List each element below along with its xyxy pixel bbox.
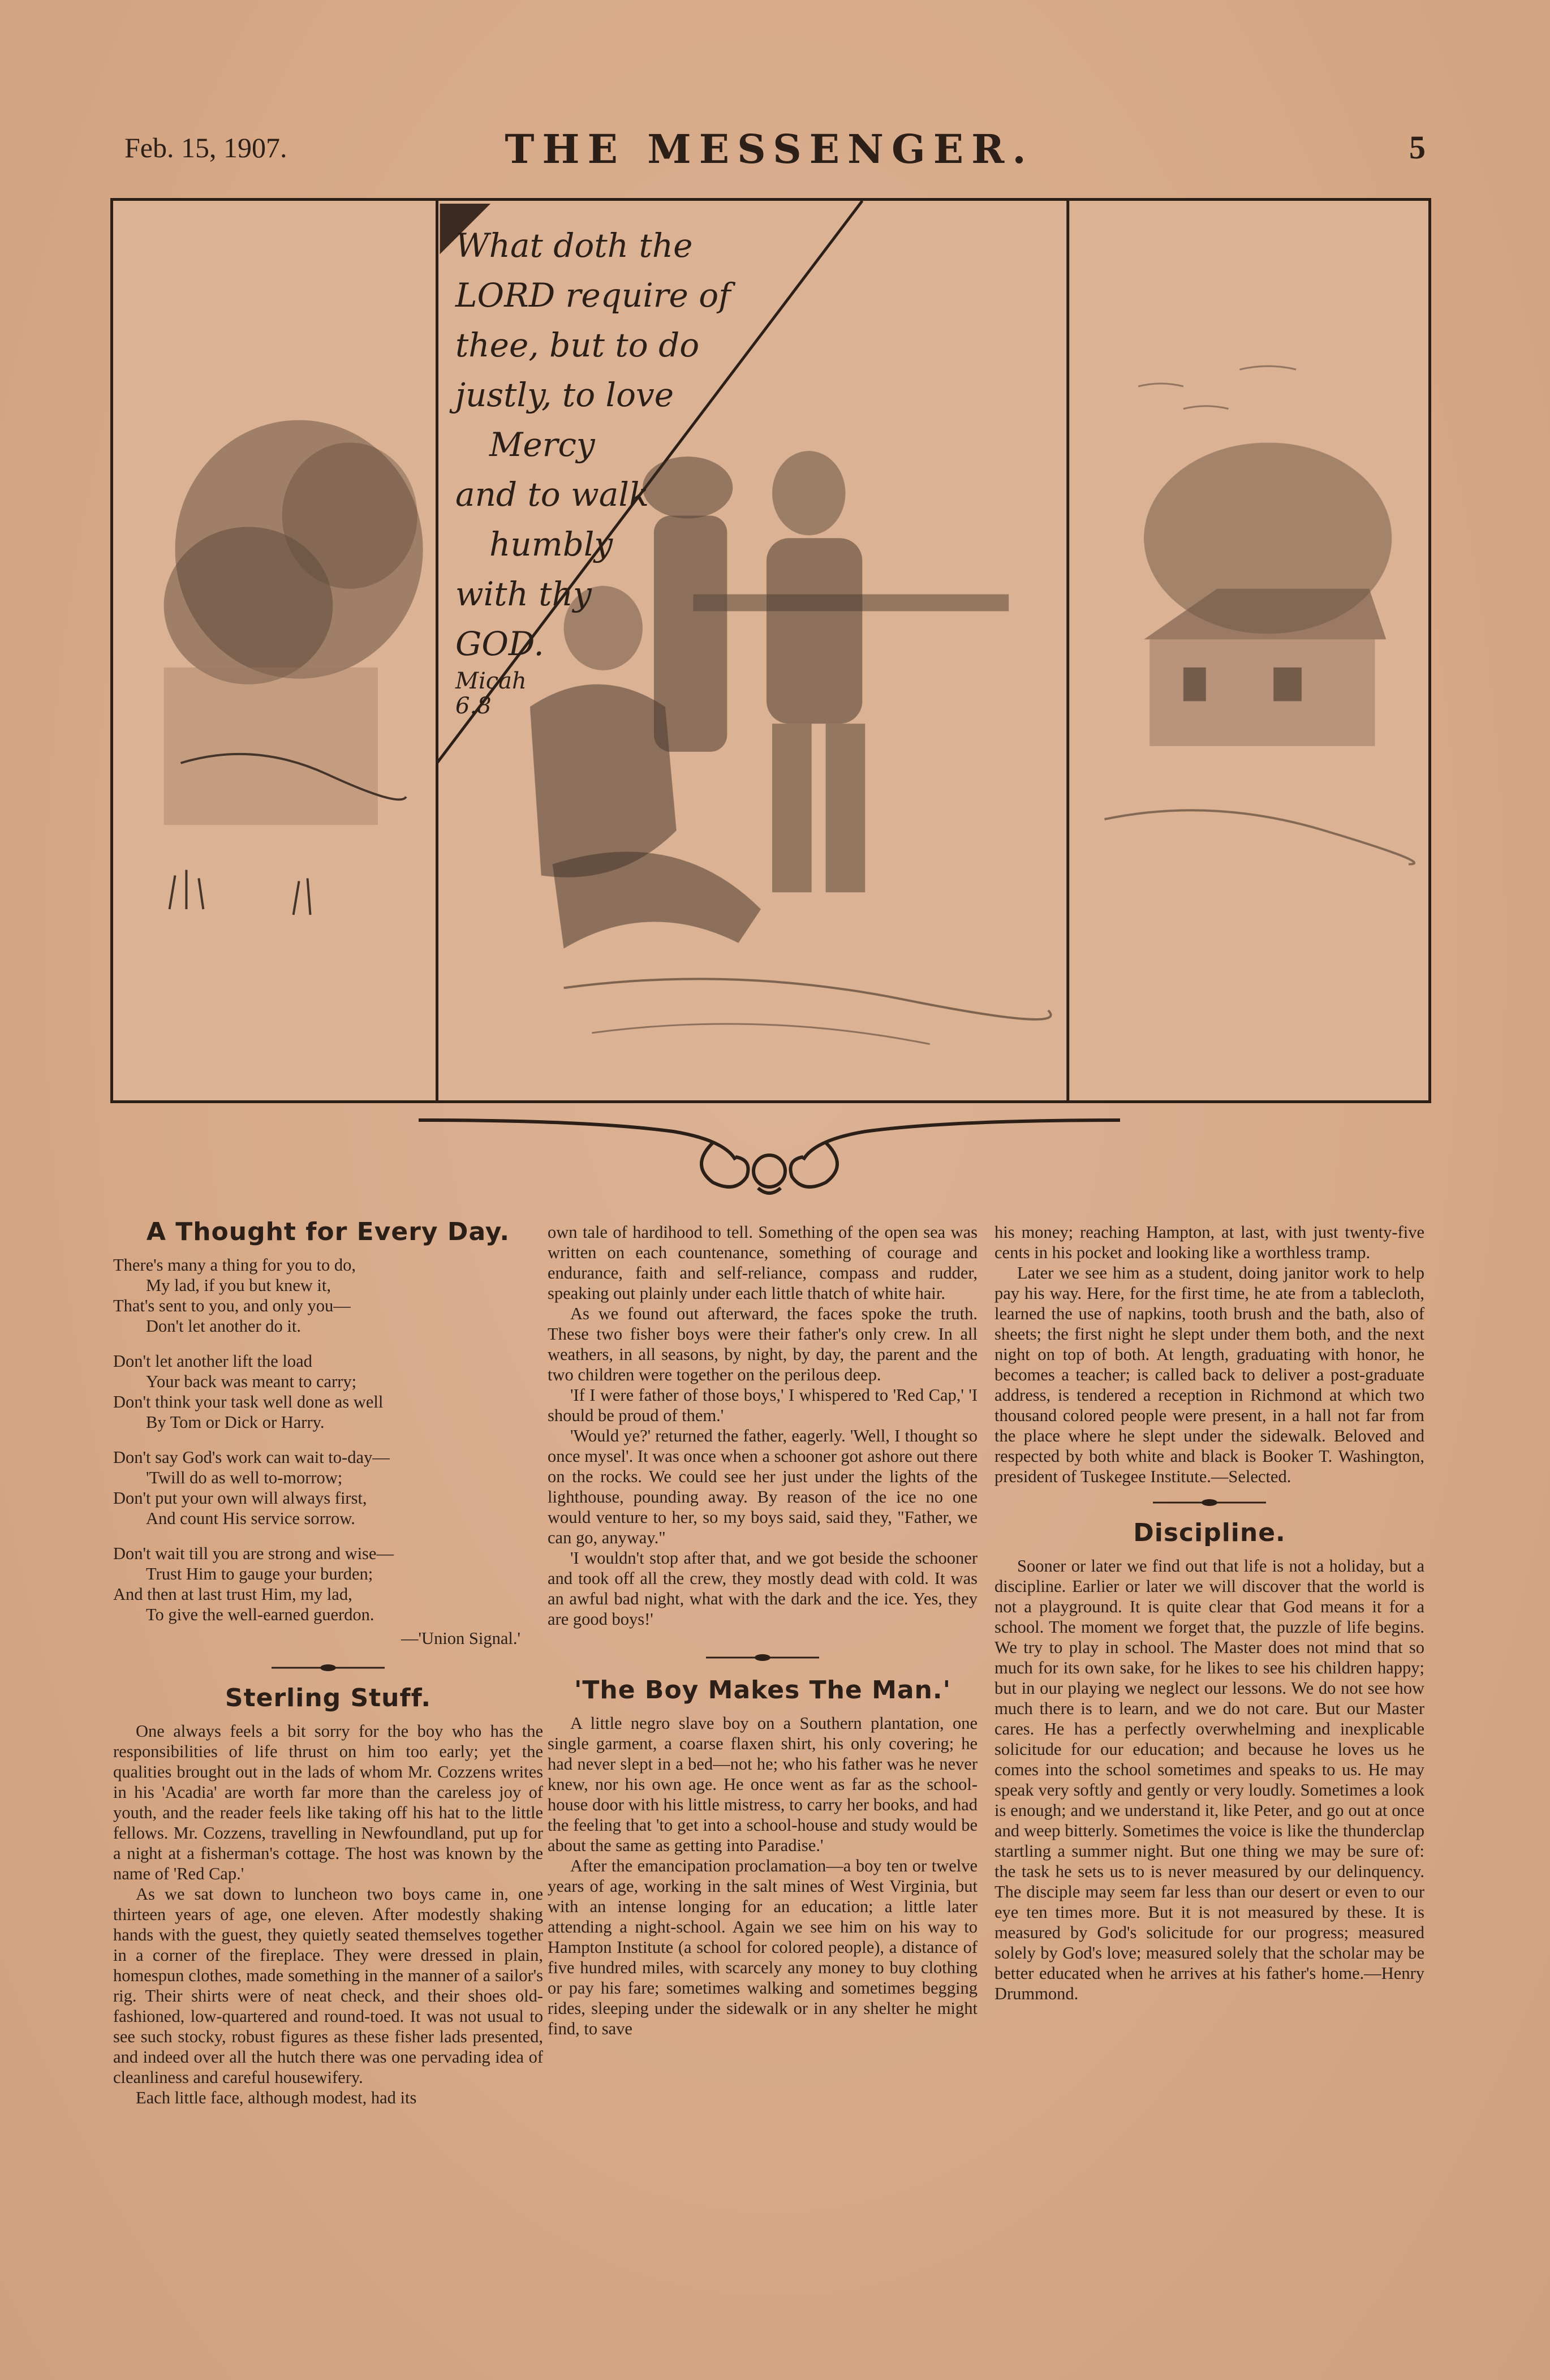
poem-stanza	[113, 1447, 543, 1529]
section-divider	[706, 1652, 819, 1663]
poem-line: Don't wait till you are strong and wise—	[113, 1544, 394, 1563]
paragraph: A little negro slave boy on a Southern plantation, one single garment, a coarse flaxen shirt, his only covering; he had never slept in a bed—not he; who his father was he never knew, nor his own age. He once went as far as the school-house door with his little mistress, to carry her books, and had the feeling that 'to get into a school-house and study would be about the same as getting into Paradise.'	[548, 1714, 978, 1855]
left-landscape	[164, 420, 423, 915]
verse-line: What doth the	[455, 226, 693, 265]
verse-line: LORD require of	[455, 276, 731, 315]
column-2	[548, 1222, 978, 2039]
paragraph: his money; reaching Hampton, at last, with just twenty-five cents in his pocket and looking like a worthless tramp.	[994, 1223, 1424, 1262]
paragraph: Sooner or later we find out that life is not a holiday, but a discipline. Earlier or later we will discover that the world is not a playground. It is quite clear that God means it for a school. The moment we forget that, the puzzle of life begins. We try to play in school. The Master does not mind that so much for its own sake, for he likes to see his children happy; but in our playing we neglect our lessons. We do not see how much there is to learn, and we do not care. But our Master cares. He has a perfectly overwhelming and inexplicable solicitude for our education; and because he loves us he comes into the school sometimes and speaks to us. He may speak very softly and gently or very loudly. Sometimes a look is enough; and we understand it, like Peter, and go out at once and weep bitterly. Sometimes the voice is like the thunderclap startling a summer night. But one thing we may be sure of: the task he sets us to is never measured by our delinquency. The disciple may seem far less than our desert or even to our eye ten times more. But it is not measured by these. It is measured by God's solicitude for our progress; measured solely by God's love; measured solely that the scholar may be better educated when he arrives at his father's home.—Henry Drummond.	[994, 1556, 1424, 2003]
verse-line: Mercy	[489, 425, 595, 464]
article-title: A Thought for Every Day.	[146, 1217, 510, 1246]
attribution: —'Union Signal.'	[401, 1629, 520, 1648]
verse-line: GOD.	[455, 625, 544, 663]
paragraph: 'Would ye?' returned the father, eagerly. 'Well, I thought so once mysel'. It was once when a schooner got ashore out there on the rocks. We could see her just under the lights of the lighthouse, pounding away. By reason of the ice no one would venture to her, so my boys said, said they, "Father, we can go, anyway."	[548, 1426, 978, 1547]
verse-line: with thy	[455, 575, 592, 613]
paragraph: own tale of hardihood to tell. Something of the open sea was written on each countenance, something of courage and endurance, faith and self-reliance, compass and rudder, speaking out plainly under each little thatch of white hair.	[548, 1223, 978, 1303]
poem-line: And count His service sorrow.	[146, 1509, 355, 1528]
poem-line: There's many a thing for you to do,	[113, 1255, 356, 1275]
poem-line: Don't let another do it.	[146, 1316, 302, 1336]
paragraph: 'If I were father of those boys,' I whispered to 'Red Cap,' 'I should be proud of them.'	[548, 1385, 978, 1425]
section-divider	[272, 1662, 385, 1673]
verse-line: humbly	[489, 525, 613, 563]
poem-line: And then at last trust Him, my lad,	[113, 1585, 352, 1604]
issue-date: Feb. 15, 1907.	[124, 132, 287, 163]
verse-line: thee, but to do	[455, 326, 700, 364]
paragraph: As we found out afterward, the faces spoke the truth. These two fisher boys were their father's only crew. In all weathers, in all seasons, by night, by day, the parent and the two children were together on the perilous deep.	[548, 1304, 978, 1384]
article-title: Sterling Stuff.	[225, 1684, 432, 1712]
paragraph: 'I wouldn't stop after that, and we got beside the schooner and took off all the crew, they mostly dead with cold. It was an awful bad night, what with the dark and the ice. Yes, they are good boys!'	[548, 1548, 978, 1629]
page-number: 5	[1409, 129, 1426, 166]
bible-verse	[455, 221, 731, 719]
illustration-drawing	[113, 201, 1428, 1100]
verse-reference: 6.8	[455, 693, 492, 719]
paragraph: Later we see him as a student, doing janitor work to help pay his way. Here, for the first time, he ate from a tablecloth, learned the use of napkins, tooth brush and the bath, also of sheets; the first night he slept under them both, and the next night on top of both. At length, graduating with honor, he becomes a teacher; is called back to deliver a post-graduate address, is tendered a reception in Richmond at which two thousand colored people were present, in a hall not far from the place where he slept under the sidewalk. Beloved and respected by both white and black is Booker T. Washington, president of Tuskegee Institute.—Selected.	[994, 1263, 1424, 1486]
poem-line: Your back was meant to carry;	[146, 1372, 357, 1391]
cottage-landscape	[1104, 366, 1414, 864]
poem-line: Don't say God's work can wait to-day—	[113, 1448, 390, 1467]
article-title: Discipline.	[1133, 1518, 1286, 1547]
poem-line: Don't let another lift the load	[113, 1352, 312, 1371]
section-divider	[1153, 1497, 1266, 1508]
masthead	[113, 126, 1426, 177]
column-1	[113, 1217, 543, 2108]
paragraph: Each little face, although modest, had its	[136, 2088, 417, 2107]
poem-line: That's sent to you, and only you—	[113, 1296, 351, 1315]
verse-reference: Micah	[455, 668, 527, 694]
poem-line: Don't think your task well done as well	[113, 1392, 384, 1411]
poem-line: To give the well-earned guerdon.	[146, 1605, 374, 1624]
poem-stanza	[113, 1351, 543, 1432]
paragraph: After the emancipation proclamation—a boy ten or twelve years of age, working in the salt mines of West Virginia, but with an intense longing for an education; a little later attending a night-school. Again we see him on his way to Hampton Institute (a school for colored people), a distance of five hundred miles, with scarcely any money to buy clothing or pay his fare; sometimes walking and sometimes begging rides, sleeping under the sidewalk or in any shelter he might find, to save	[548, 1856, 978, 2038]
illustration-panel	[110, 198, 1431, 1103]
verse-line: justly, to love	[455, 376, 674, 414]
column-3	[994, 1222, 1424, 2004]
poem-line: My lad, if you but knew it,	[146, 1276, 331, 1295]
paragraph: One always feels a bit sorry for the boy who has the responsibilities of life thrust on him too early; yet the qualities brought out in the lads of whom Mr. Cozzens writes in his 'Acadia' are worth far more than the careless joy of youth, and the reader feels like taking off his hat to the little fellows. Mr. Cozzens, travelling in Newfoundland, put up for a night at a fisherman's cottage. The host was known by the name of 'Red Cap.'	[113, 1721, 543, 1883]
poem-line: Trust Him to gauge your burden;	[146, 1564, 373, 1583]
poem-stanza	[113, 1255, 543, 1336]
poem-line: Don't put your own will always first,	[113, 1488, 367, 1508]
decorative-scroll-ornament	[419, 1109, 1120, 1199]
article-title: 'The Boy Makes The Man.'	[574, 1676, 951, 1705]
paragraph: As we sat down to luncheon two boys came in, one thirteen years of age, one eleven. After modestly shaking hands with the guest, they quietly seated themselves together in a corner of the fireplace. They were dressed in plain, homespun clothes, made something in the manner of a sailor's rig. Their shirts were of neat check, and their shoes old-fashioned, low-quartered and round-toed. It was not usual to see such stocky, robust figures as these fisher lads presented, and indeed over all the hutch there was one pervading idea of cleanliness and careful housewifery.	[113, 1884, 543, 2087]
poem-stanza	[113, 1543, 543, 1625]
poem-line: By Tom or Dick or Harry.	[146, 1413, 325, 1432]
paper-title: THE MESSENGER.	[505, 126, 1034, 173]
poem-line: 'Twill do as well to-morrow;	[146, 1468, 343, 1487]
verse-line: and to walk	[455, 475, 649, 514]
